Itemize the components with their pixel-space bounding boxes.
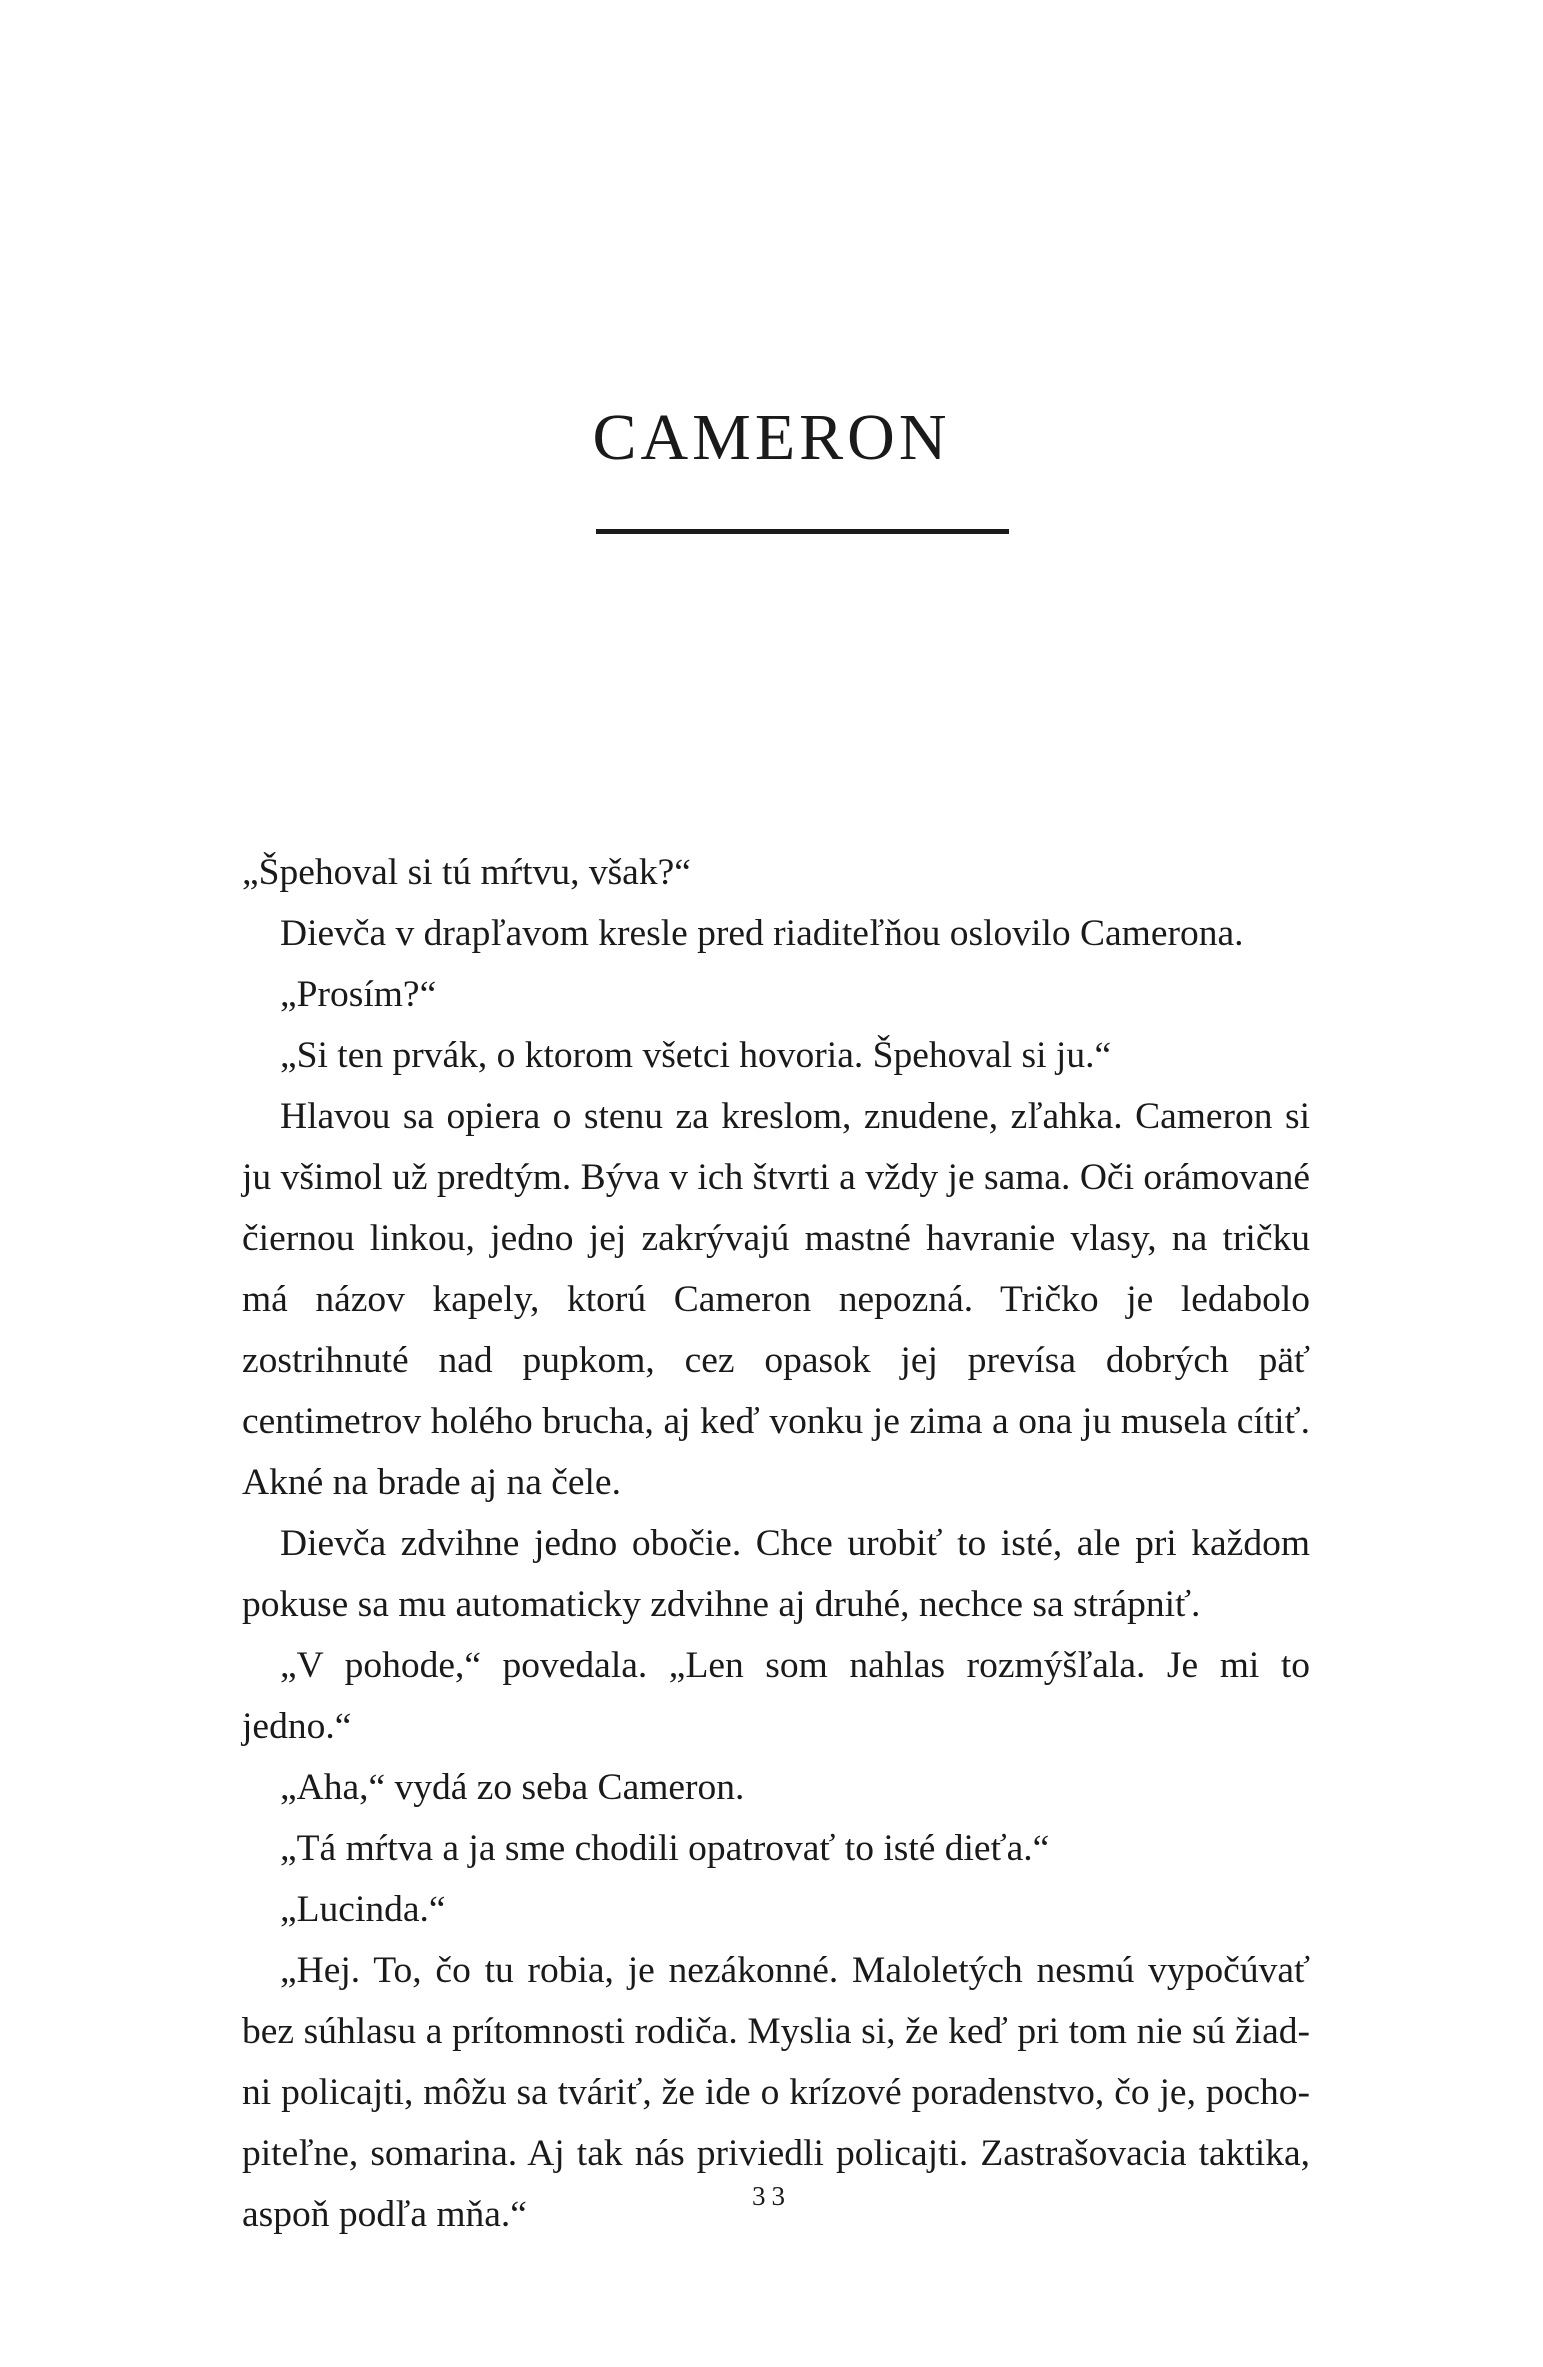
paragraph: „Prosím?“	[280, 974, 437, 1015]
page-number: 33	[752, 2181, 791, 2211]
chapter-body	[242, 842, 1310, 2245]
paragraph: Dievča v drapľavom kresle pred riaditeľňou oslovilo Camerona.	[280, 913, 1244, 954]
paragraph: „Si ten prvák, o ktorom všetci hovoria. Špehoval si ju.“	[280, 1035, 1112, 1076]
paragraph: Dievča zdvihne jedno obočie. Chce urobiť to isté, ale pri každom pokuse sa mu automaticky zdvihne aj druhé, nechce sa strápniť.	[242, 1523, 1310, 1625]
paragraph: „V pohode,“ povedala. „Len som nahlas rozmýšľala. Je mi to jedno.“	[242, 1645, 1310, 1747]
paragraph: Hlavou sa opiera o stenu za kreslom, znudene, zľahka. Cameron si ju všimol už predtým. Býva v ich štvrti a vždy je sama. Oči orámované čiernou linkou, jedno jej zakrývajú mastné havranie vlasy, na tričku má názov kapely, ktorú Cameron nepozná. Tričko je ledabolo zostrihnuté nad pupkom, cez opasok jej prevísa dobrých päť centimetrov holého brucha, aj keď vonku je zima a ona ju musela cítiť. Akné na brade aj na čele.	[242, 1096, 1310, 1503]
paragraph: „Tá mŕtva a ja sme chodili opatrovať to isté dieťa.“	[280, 1828, 1050, 1869]
chapter-title: CAMERON	[592, 401, 951, 474]
paragraph: „Lucinda.“	[280, 1889, 446, 1930]
paragraph: „Hej. To, čo tu robia, je nezákonné. Maloletých nesmú vypočúvať bez súhlasu a prítomnosti rodiča. Myslia si, že keď pri tom nie sú žiadni policajti, môžu sa tváriť, že ide o krízové poradenstvo, čo je, pochopiteľne, somarina. Aj tak nás priviedli policajti. Zastrašovacia taktika, aspoň podľa mňa.“	[242, 1950, 1310, 2235]
paragraph: „Špehoval si tú mŕtvu, však?“	[242, 852, 691, 893]
title-underline-rule	[596, 529, 1009, 534]
paragraph: „Aha,“ vydá zo seba Cameron.	[280, 1767, 745, 1808]
